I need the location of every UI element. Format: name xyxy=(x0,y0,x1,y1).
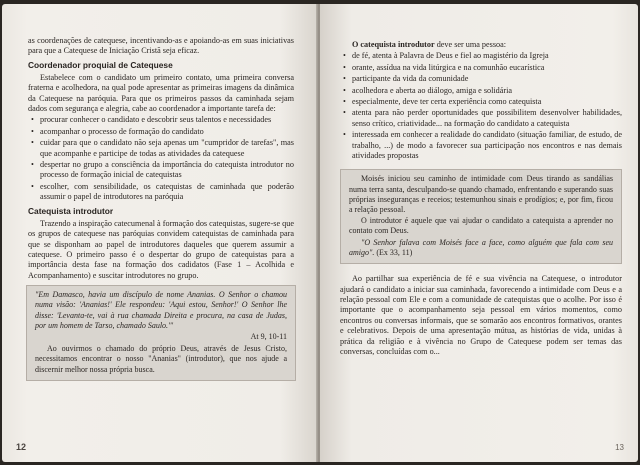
box-commentary: Ao ouvirmos o chamado do próprio Deus, através de Jesus Cristo, necessitamos encontrar o nosso "Ananias" (introdutor), que nos ajude a discernir melhor nossa própria busca. xyxy=(35,344,287,374)
box-paragraph-introdutor: O introdutor é aquele que vai ajudar o candidato a catequista a aprender no contato com Deus. xyxy=(349,216,613,236)
right-intro xyxy=(340,40,622,50)
box-quote-exodus xyxy=(349,238,613,258)
list-item: • especialmente, deve ter certa experiência como catequista xyxy=(340,97,622,107)
list-item: • despertar no grupo a consciência da importância do catequista introdutor no processo de formação inicial de catequistas xyxy=(28,160,294,181)
heading-catequista-introdutor: Catequista introdutor xyxy=(28,205,114,216)
left-intro-text: as coordenações de catequese, incentivando-as e apoiando-as em suas iniciativas para que a Catequese de Iniciação Cristã seja eficaz. xyxy=(28,36,294,56)
paragraph-final: Ao partilhar sua experiência de fé e sua vivência na Catequese, o introdutor ajudará o candidato a iniciar sua caminhada, favorecendo a intimidade com Deus e a relação pessoal com Ele e com a comunidade de catequistas que o acolhe. Por isso é importante que o acompanhamento seja pessoal em vários momentos, como encontros ou conversas informais, que se somarão aos encontros formativos, orantes e celebrativos. Depois de uma apresentação mútua, as histórias de vida, unidas à prática da religião e à vivência no Grupo de Catequese podem ser temas das conversas, concluídas com o... xyxy=(340,274,622,356)
left-column xyxy=(28,36,294,385)
page-number-right: 13 xyxy=(615,443,624,452)
right-column xyxy=(340,40,622,358)
scripture-quote: "Em Damasco, havia um discípulo de nome Ananias. O Senhor o chamou numa visão: 'Ananias!' Ele respondeu: 'Aqui estou, Senhor!' O Senhor lhe disse: 'Levanta-te, vai à rua chamada Direita e procura, na casa de Judas, por um homem de Tarso, chamado Saulo.'" xyxy=(35,290,287,330)
right-page xyxy=(320,4,638,462)
list-item: • escolher, com sensibilidade, os catequistas de caminhada que poderão assumir o papel de introdutores na paróquia xyxy=(28,182,294,203)
scripture-quote: "O Senhor falava com Moisés face a face, como alguém que fala com seu amigo". xyxy=(349,237,613,257)
list-item: • procurar conhecer o candidato e descobrir seus talentos e necessidades xyxy=(28,115,294,125)
paragraph-catequista-introdutor: Trazendo a inspiração catecumenal à formação dos catequistas, sugere-se que os grupos de catequese nas paróquias convidem catequistas de caminhada para que se disponham ao papel de introdutores daqueles que querem assumir a catequese. O primeiro passo é o despertar do grupo de catequistas para a importância desta fase na formação dos cadidatos (Fase 1 – Acolhida e Acompanhamento) e suscitar introdutores no grupo. xyxy=(28,218,294,280)
scripture-box-moises xyxy=(340,169,622,264)
scripture-reference: (Ex 33, 11) xyxy=(376,247,413,257)
scripture-box-ananias xyxy=(26,285,296,381)
list-item: • participante da vida da comunidade xyxy=(340,74,622,84)
introdutor-qualities-list xyxy=(340,51,622,161)
box-paragraph-moises: Moisés iniciou seu caminho de intimidade com Deus tirando as sandálias numa terra santa, desculpando-se quando chamado, enfrentando e superando suas próprias inseguranças e receios; testemunhou sinais e prodígios; e, por fim, ficou a relação pessoal. xyxy=(349,174,613,215)
paragraph-coordenador: Estabelece com o candidato um primeiro contato, uma primeira conversa fraterna e acolhedora, na qual pode apresentar as primeiras imagens da dinâmica da Catequese na paróquia. Para que os primeiros passos da caminhada sejam dados com segurança e alegria, cabe ao coordenador a importante tarefa de: xyxy=(28,72,294,114)
heading-coordenador: Coordenador proquial de Catequese xyxy=(28,59,173,70)
list-item: • acompanhar o processo de formação do candidato xyxy=(28,127,294,137)
list-item: • acolhedora e aberta ao diálogo, amiga e solidária xyxy=(340,86,622,96)
list-item: • orante, assídua na vida litúrgica e na comunhão eucarística xyxy=(340,63,622,73)
right-intro-rest: deve ser uma pessoa: xyxy=(434,40,507,49)
left-page xyxy=(2,4,318,462)
list-item: • de fé, atenta à Palavra de Deus e fiel ao magistério da Igreja xyxy=(340,51,622,61)
term-catequista-introdutor: O catequista introdutor xyxy=(352,40,435,49)
coordinator-task-list xyxy=(28,115,294,202)
page-number-left: 12 xyxy=(16,442,27,452)
scripture-reference: At 9, 10-11 xyxy=(250,331,287,341)
list-item: • atenta para não perder oportunidades que possibilitem desenvolver habilidades, senso crítico, criatividade... na formação do candidato a catequista xyxy=(340,108,622,129)
list-item: • cuidar para que o candidato não seja apenas um "cumpridor de tarefas", mas que acompanhe e participe de todas as atividades da catequese xyxy=(28,138,294,159)
list-item: • interessada em conhecer a realidade do candidato (situação familiar, de estudo, de trabalho, ...) de modo a favorecer sua participação nos encontros e nas demais atividades propostas xyxy=(340,130,622,161)
